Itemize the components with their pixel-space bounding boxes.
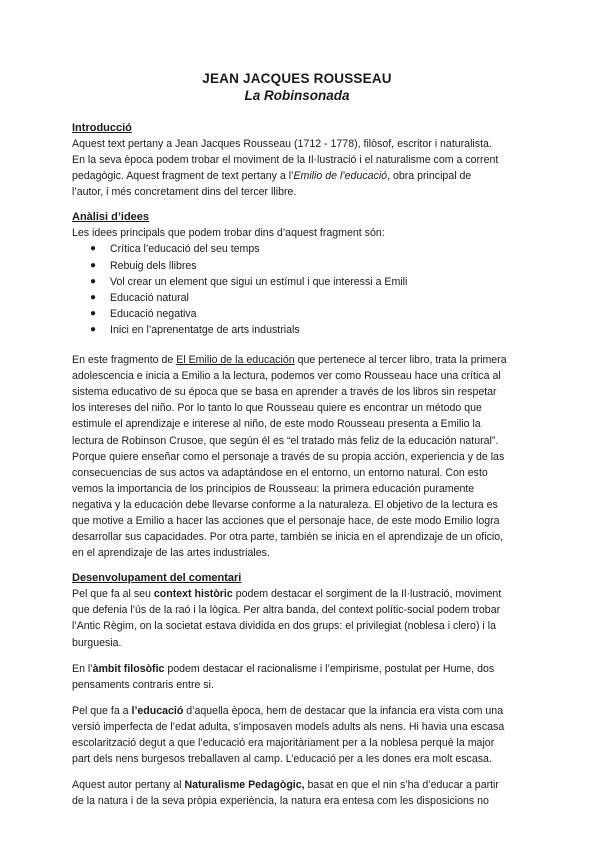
bullet-icon: ●: [90, 275, 97, 287]
analisi-heading: Anàlisi d’idees: [72, 211, 150, 224]
spanish-paragraph: En este fragmento de El Emilio de la educación que pertenece al tercer libro, trata la primera adolescencia e inicia a Emilio a la lectura, podemos ver como Rousseau hace una crítica al sistema educativo de su época que se basa en aprender a través de los libros sin respetar los intereses del niño. Por lo tanto lo que Rousseau quiere es encontrar un método que estimule el aprendizaje e interese al niño, de este modo Rousseau presenta a Emilio la lectura de Robinson Crusoe, que según él es “el tratado más feliz de la educación natural”. Porque quiere enseñar como el personaje a través de su propia acción, experiencia y de las consecuencias de sus actos va adaptándose en el entorno, un entorno natural. Con esto vemos la importancia de los principios de Rousseau: la primera educación puramente negativa y la educación debe llevarse conforme a la naturaleza. El objetivo de la lectura es que motive a Emilio a hacer las acciones que el personaje hace, de este modo Emilio logra desarrollar sus capacidades. Por otra parte, también se inicia en el aprendizaje de un oficio, en el aprendizaje de las artes industriales.: [72, 354, 507, 560]
document-title: JEAN JACQUES ROUSSEAU: [202, 71, 392, 86]
analisi-section: [72, 210, 522, 338]
list-item: ● Educació natural: [110, 290, 522, 306]
bullet-icon: ●: [90, 307, 97, 319]
analisi-lead: Les idees principals que podem trobar dins d’aquest fragment són:: [72, 227, 385, 240]
bullet-icon: ●: [90, 259, 97, 271]
bullet-icon: ●: [90, 291, 97, 303]
intro-section: [72, 121, 522, 200]
intro-line: pedagògic. Aquest fragment de text pertany a l’Emilio de l’educació, obra principal de: [72, 170, 472, 183]
list-item: ● Vol crear un element que sigui un estímul i que interessi a Emili: [110, 274, 522, 290]
list-item: ● Inici en l’aprenentatge de arts industrials: [110, 322, 522, 338]
list-item: ● Crítica l’educació del seu temps: [110, 241, 522, 257]
ideas-list: [72, 241, 522, 338]
intro-line: Aquest text pertany a Jean Jacques Rousseau (1712 - 1778), filòsof, escritor i naturalista.: [72, 138, 492, 150]
work-title: Emilio de l’educació: [293, 170, 388, 183]
list-item: ● Educació negativa: [110, 306, 522, 322]
intro-line: l’autor, i més concretament dins del tercer llibre.: [72, 186, 297, 199]
work-title-link: El Emilio de la educación: [176, 354, 295, 367]
bullet-icon: ●: [90, 243, 97, 255]
desenvolupament-section: Desenvolupament del comentari Pel que fa al seu context històric podem destacar el sorgiment de la Il·lustració, moviment que defenia l’ús de la raó i la lògica. Per altra banda, del context polític-social podem trobar l’Antic Règim, on la societat estava dividida en dos grups: el privilegiat (noblesa i clero) i la burguesia. En l’àmbit filosòfic podem destacar el racionalisme i l’empirisme, postulat per Hume, dos pensaments contraris entre si. Pel que fa a l’educació d’aquella època, hem de destacar que la infancia era vista com una versió imperfecta de l’edat adulta, s’imposaven models adults als nens. Hi havia una escasa escolarització degut a que l’educació era majoritàriament per a la noblesa perquè la major part dels nens burgesos treballaven al camp. L’educació per a les dones era molt escasa. Aquest autor pertany al Naturalisme Pedagògic, basat en que el nin s’ha d’educar a partir de la natura i de la seva pròpia experiència, la natura era entesa com les disposicions no: [72, 571, 522, 809]
list-item: ● Rebuig dels llibres: [110, 258, 522, 274]
intro-line: En la seva època podem trobar el moviment de la Il·lustració i el naturalisme com a corrent: [72, 154, 499, 167]
bullet-icon: ●: [90, 323, 97, 335]
intro-heading: Introducció: [72, 122, 132, 134]
desenvolupament-heading: Desenvolupament del comentari: [72, 572, 242, 585]
document-subtitle: La Robinsonada: [244, 88, 350, 103]
